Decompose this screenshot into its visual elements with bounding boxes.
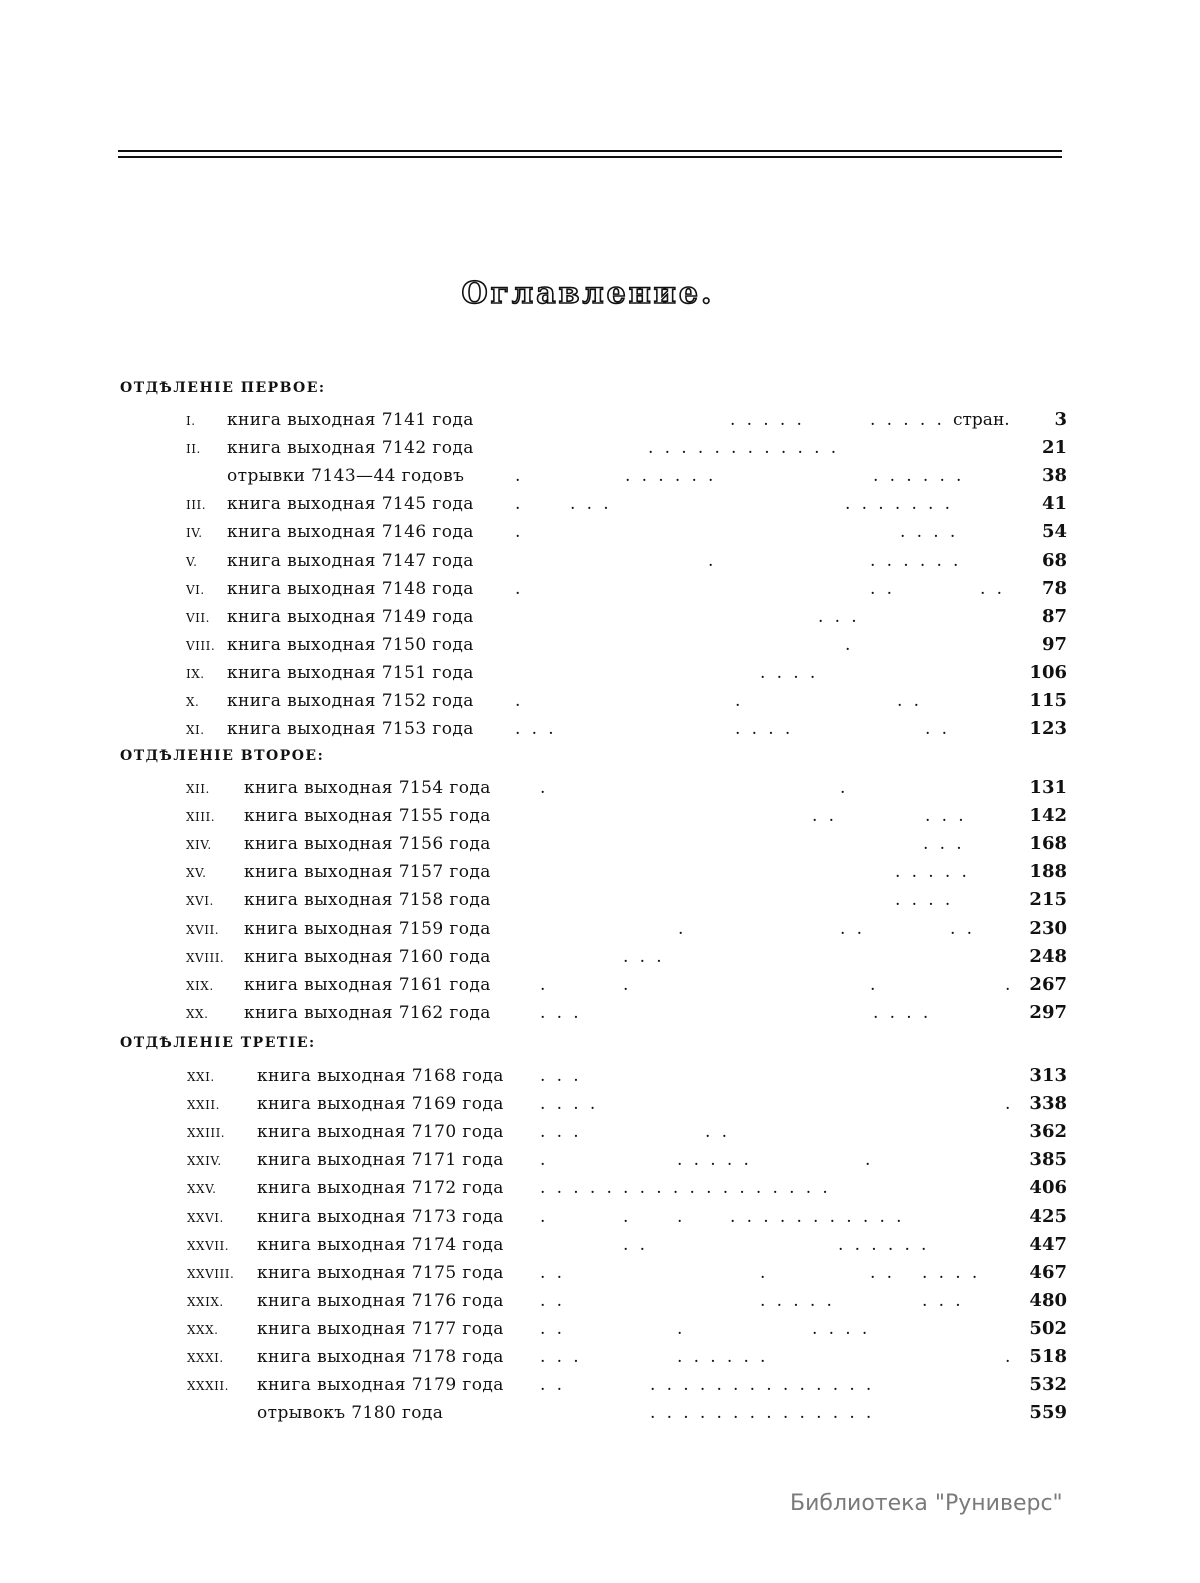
leader-dots: . [840,778,846,798]
entry-title: книга выходная 7150 года [227,635,474,655]
leader-dots: . [540,1150,546,1170]
toc-entry [0,1204,1200,1230]
page-number: 188 [1029,861,1067,882]
entry-number: XVIII. [186,951,225,965]
entry-title: книга выходная 7155 года [244,806,491,826]
leader-dots: . . . [540,1066,579,1086]
leader-dots: . . . . . [677,1150,749,1170]
toc-entry [0,972,1200,998]
entry-number: VII. [186,611,210,625]
entry-number: XXI. [187,1070,215,1084]
toc-entry [0,576,1200,602]
leader-dots: . . [812,806,835,826]
toc-entry [0,1316,1200,1342]
toc-entry [0,803,1200,829]
leader-dots: . . [950,919,973,939]
page-number: 248 [1029,946,1067,967]
entry-number: XXXI. [187,1351,224,1365]
toc-entry [0,491,1200,517]
toc-entry [0,887,1200,913]
page-number: 406 [1029,1177,1067,1198]
leader-dots: . . [540,1375,563,1395]
leader-dots: . [540,975,546,995]
entry-title: книга выходная 7172 года [257,1178,504,1198]
leader-dots: . [515,466,521,486]
toc-entry [0,1000,1200,1026]
entry-number: XIX. [186,979,214,993]
toc-entry [0,944,1200,970]
entry-title: книга выходная 7168 года [257,1066,504,1086]
page-number: 115 [1029,690,1067,711]
page-number: 54 [1041,521,1067,542]
entry-number: II. [186,442,201,456]
leader-dots: . [515,691,521,711]
page-number: 215 [1029,889,1067,910]
entry-number: XI. [186,723,205,737]
entry-number: V. [186,555,198,569]
toc-entry [0,1175,1200,1201]
leader-dots: . . [840,919,863,939]
leader-dots: . [515,522,521,542]
entry-number: XXX. [187,1323,219,1337]
toc-entry [0,859,1200,885]
entry-title: книга выходная 7153 года [227,719,474,739]
entry-title: книга выходная 7145 года [227,494,474,514]
entry-number: III. [186,498,207,512]
entry-number: XXVI. [187,1211,224,1225]
page-number: 78 [1041,578,1067,599]
entry-title: книга выходная 7156 года [244,834,491,854]
toc-entry [0,1147,1200,1173]
toc-entry [0,519,1200,545]
page-number: 385 [1029,1149,1067,1170]
entry-title: книга выходная 7176 года [257,1291,504,1311]
leader-dots: . . . . . [730,410,802,430]
leader-dots: . . [870,579,893,599]
top-rule-line-2 [118,156,1062,158]
entry-number: XXV. [187,1182,217,1196]
library-watermark: Библиотека "Руниверс" [790,1491,1063,1516]
entry-number: XXVII. [187,1239,230,1253]
leader-dots: . . . . [922,1263,978,1283]
top-rule-line-1 [118,150,1062,152]
page-number: 142 [1029,805,1067,826]
toc-entry [0,660,1200,686]
page-number: 41 [1041,493,1067,514]
entry-title: книга выходная 7148 года [227,579,474,599]
leader-dots: . . . . [735,719,791,739]
leader-dots: . . . [923,834,962,854]
page-number: 425 [1029,1206,1067,1227]
toc-entry [0,1260,1200,1286]
leader-dots: . [540,778,546,798]
entry-title: книга выходная 7141 года [227,410,474,430]
toc-entry [0,604,1200,630]
entry-title: книга выходная 7177 года [257,1319,504,1339]
leader-dots: . [1005,1094,1011,1114]
toc-entry [0,1119,1200,1145]
entry-title: книга выходная 7142 года [227,438,474,458]
leader-dots: . [760,1263,766,1283]
entry-number: XXVIII. [187,1267,235,1281]
leader-dots: . . [540,1291,563,1311]
leader-dots: . . . . . [870,410,942,430]
leader-dots: . . . . . . [838,1235,927,1255]
leader-dots: . . . [925,806,964,826]
leader-dots: . . . . . . . . . . . . . . [650,1403,872,1423]
page-number: 447 [1029,1234,1067,1255]
entry-number: XXXII. [187,1379,229,1393]
toc-entry [0,1091,1200,1117]
leader-dots: . . . . [873,1003,929,1023]
page-number: 313 [1029,1065,1067,1086]
leader-dots: . . [897,691,920,711]
toc-entry [0,1372,1200,1398]
page-number: 532 [1029,1374,1067,1395]
leader-dots: . [735,691,741,711]
entry-number: XXIX. [187,1295,224,1309]
leader-dots: . [678,919,684,939]
entry-title: отрывки 7143—44 годовъ [227,466,465,486]
entry-number: XXIII. [187,1126,226,1140]
toc-entry [0,632,1200,658]
entry-number: IX. [186,667,205,681]
page-number: 68 [1041,550,1067,571]
entry-number: VIII. [186,639,216,653]
leader-dots: . . . . . . . [845,494,951,514]
entry-title: книга выходная 7162 года [244,1003,491,1023]
leader-dots: . . [925,719,948,739]
leader-dots: . . . . [895,890,951,910]
entry-title: книга выходная 7161 года [244,975,491,995]
page-number: 559 [1029,1402,1067,1423]
entry-number: IV. [186,526,203,540]
leader-dots: . . . . [812,1319,868,1339]
leader-dots: . . [705,1122,728,1142]
page-number: 230 [1029,918,1067,939]
toc-entry [0,548,1200,574]
entry-title: книга выходная 7159 года [244,919,491,939]
leader-dots: . . . . . [760,1291,832,1311]
entry-number: XII. [186,782,210,796]
page-number: 131 [1029,777,1067,798]
page-number: 518 [1029,1346,1067,1367]
page-number: 21 [1041,437,1067,458]
leader-dots: . . . . . . . . . . . . . . . . . . [540,1178,828,1198]
page-number: 338 [1029,1093,1067,1114]
entry-number: XIII. [186,810,216,824]
leader-dots: . . . . . [895,862,967,882]
leader-dots: . . . [515,719,554,739]
leader-dots: . . . . . . . . . . . [730,1207,902,1227]
toc-entry [0,1344,1200,1370]
leader-dots: . [1005,975,1011,995]
entry-title: книга выходная 7149 года [227,607,474,627]
toc-entry [0,463,1200,489]
leader-dots: . . . [540,1122,579,1142]
leader-dots: . [1005,1347,1011,1367]
page-number: 362 [1029,1121,1067,1142]
leader-dots: . [845,635,851,655]
entry-title: отрывокъ 7180 года [257,1403,444,1423]
leader-dots: . . . [922,1291,961,1311]
leader-dots: . [708,551,714,571]
entry-title: книга выходная 7157 года [244,862,491,882]
section-heading: ОТДѢЛЕНІЕ ТРЕТІЕ: [120,1035,316,1051]
entry-number: X. [186,695,200,709]
leader-dots: . . [623,1235,646,1255]
toc-entry [0,1232,1200,1258]
entry-number: XIV. [186,838,212,852]
section-heading: ОТДѢЛЕНІЕ ВТОРОЕ: [120,748,325,764]
leader-dots: . . [870,1263,893,1283]
page-number: 123 [1029,718,1067,739]
entry-number: XVI. [186,894,214,908]
leader-dots: . [623,975,629,995]
entry-number: XV. [186,866,207,880]
leader-dots: . . . . [760,663,816,683]
page-title-text: Оглавление. [461,276,715,311]
entry-number: VI. [186,583,205,597]
toc-entry [0,831,1200,857]
page-number: 97 [1041,634,1067,655]
entry-title: книга выходная 7152 года [227,691,474,711]
toc-entry [0,407,1200,433]
entry-title: книга выходная 7179 года [257,1375,504,1395]
toc-entry [0,775,1200,801]
entry-number: XVII. [186,923,220,937]
leader-dots: . [515,494,521,514]
toc-entry [0,716,1200,742]
entry-title: книга выходная 7170 года [257,1122,504,1142]
toc-entry [0,1400,1200,1426]
section-heading: ОТДѢЛЕНІЕ ПЕРВОЕ: [120,380,326,396]
entry-title: книга выходная 7174 года [257,1235,504,1255]
leader-dots: . . . [540,1347,579,1367]
leader-dots: . . . [623,947,662,967]
leader-dots: . . [980,579,1003,599]
entry-title: книга выходная 7160 года [244,947,491,967]
entry-title: книга выходная 7158 года [244,890,491,910]
leader-dots: . [865,1150,871,1170]
page-number: 480 [1029,1290,1067,1311]
entry-title: книга выходная 7169 года [257,1094,504,1114]
leader-dots: . . [540,1319,563,1339]
entry-title: книга выходная 7171 года [257,1150,504,1170]
page-number: 267 [1029,974,1067,995]
toc-entry [0,916,1200,942]
page-number: 87 [1041,606,1067,627]
page-number: 38 [1041,465,1067,486]
entry-title: книга выходная 7154 года [244,778,491,798]
entry-number: I. [186,414,196,428]
leader-dots: . [870,975,876,995]
toc-entry [0,688,1200,714]
leader-dots: . [623,1207,629,1227]
leader-dots: . . . . . . [625,466,714,486]
leader-dots: . . . [570,494,609,514]
entry-title: книга выходная 7173 года [257,1207,504,1227]
page-number: 502 [1029,1318,1067,1339]
page-title [0,276,1200,311]
leader-dots: . . . . [900,522,956,542]
entry-title: книга выходная 7147 года [227,551,474,571]
page-label: стран. [953,410,1010,430]
leader-dots: . . . . . . . . . . . . [648,438,837,458]
leader-dots: . . . . [540,1094,596,1114]
page-number: 106 [1029,662,1067,683]
leader-dots: . . . . . . . . . . . . . . [650,1375,872,1395]
entry-number: XXII. [187,1098,220,1112]
leader-dots: . . . [540,1003,579,1023]
leader-dots: . [515,579,521,599]
entry-title: книга выходная 7146 года [227,522,474,542]
toc-entry [0,435,1200,461]
leader-dots: . . . . . . [873,466,962,486]
page-number: 467 [1029,1262,1067,1283]
leader-dots: . . . . . . [870,551,959,571]
page-number: 3 [1054,409,1067,430]
leader-dots: . [677,1319,683,1339]
leader-dots: . . [540,1263,563,1283]
leader-dots: . [540,1207,546,1227]
toc-entry [0,1063,1200,1089]
entry-title: книга выходная 7175 года [257,1263,504,1283]
entry-number: XXIV. [187,1154,222,1168]
leader-dots: . . . [818,607,857,627]
leader-dots: . . . . . . [677,1347,766,1367]
entry-title: книга выходная 7178 года [257,1347,504,1367]
entry-title: книга выходная 7151 года [227,663,474,683]
page-number: 168 [1029,833,1067,854]
toc-entry [0,1288,1200,1314]
leader-dots: . [677,1207,683,1227]
page-number: 297 [1029,1002,1067,1023]
entry-number: XX. [186,1007,209,1021]
